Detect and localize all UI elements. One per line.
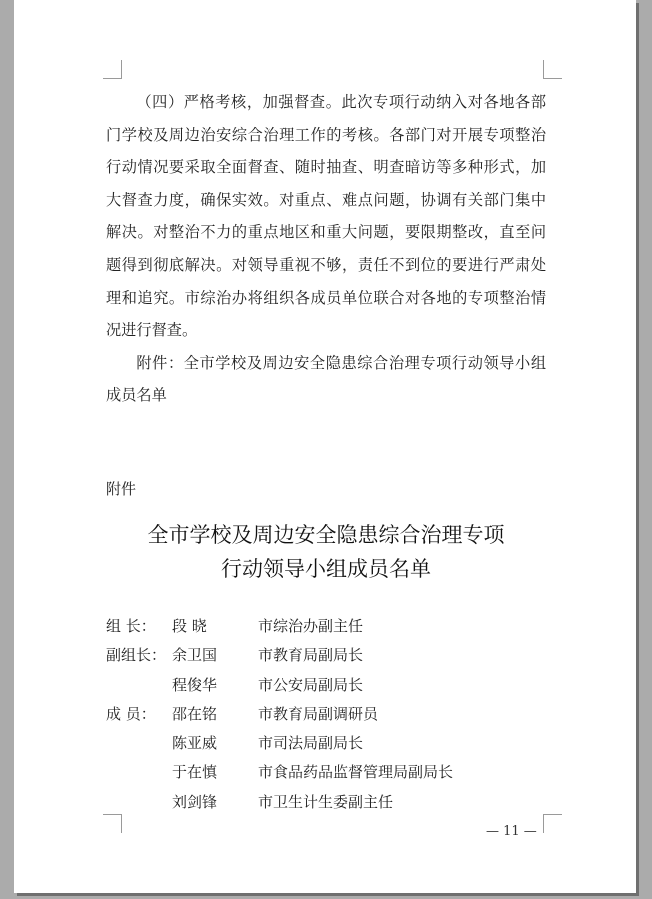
roster-role: 副组长：: [106, 646, 167, 665]
roster-name: 刘剑锋: [172, 792, 218, 811]
paragraph-inspection: （四）严格考核，加强督查。此次专项行动纳入对各地各部门学校及周边治安综合治理工作的考核。各部门对开展专项整治行动情况要采取全面督查、随时抽查、明查暗访等多种形式，加大督查力度，确保实效。对重点、难点问题，协调有关部门集中解决。对整治不力的重点地区和重大问题，要限期整改，直至问题得到彻底解决。对领导重视不够，责任不到位的要进行严肃处理和追究。市综治办将组织各成员单位联合对各地的专项整治情况进行督查。: [106, 93, 546, 340]
crop-mark-top-left: [103, 60, 122, 79]
paragraph-attachment-note: 附件：全市学校及周边安全隐患综合治理专项行动领导小组成员名单: [106, 353, 546, 405]
body-text: [106, 86, 546, 412]
roster-title: 市教育局副调研员: [258, 704, 379, 723]
annex-title: [106, 518, 546, 586]
roster-title: 市教育局副局长: [258, 646, 364, 665]
member-roster: [106, 612, 546, 817]
roster-name: 于在慎: [172, 763, 218, 782]
attachment-label: 附件: [106, 480, 137, 498]
roster-row: [106, 700, 546, 729]
roster-row: [106, 788, 546, 817]
roster-row: [106, 729, 546, 758]
roster-name: 邵在铭: [172, 704, 218, 723]
roster-title: 市卫生计生委副主任: [258, 792, 394, 811]
roster-row: [106, 641, 546, 670]
crop-mark-top-right: [543, 60, 562, 79]
annex-title-line-1: 全市学校及周边安全隐患综合治理专项: [147, 523, 505, 547]
roster-title: 市食品药品监督管理局副局长: [258, 763, 454, 782]
roster-name: 程俊华: [172, 675, 218, 694]
roster-row: [106, 758, 546, 787]
roster-role: 成 员：: [106, 704, 156, 723]
roster-title: 市综治办副主任: [258, 617, 364, 635]
roster-row: [106, 612, 546, 641]
roster-row: [106, 671, 546, 700]
roster-name: 陈亚威: [172, 734, 218, 753]
roster-role: 组 长：: [106, 617, 156, 635]
annex-title-line-2: 行动领导小组成员名单: [221, 557, 431, 581]
roster-title: 市公安局副局长: [258, 675, 364, 694]
roster-name: 段 晓: [172, 617, 207, 635]
roster-name: 余卫国: [172, 646, 218, 665]
roster-title: 市司法局副局长: [258, 734, 364, 753]
page-number: — 11 —: [486, 824, 537, 839]
document-page: [14, 0, 636, 893]
